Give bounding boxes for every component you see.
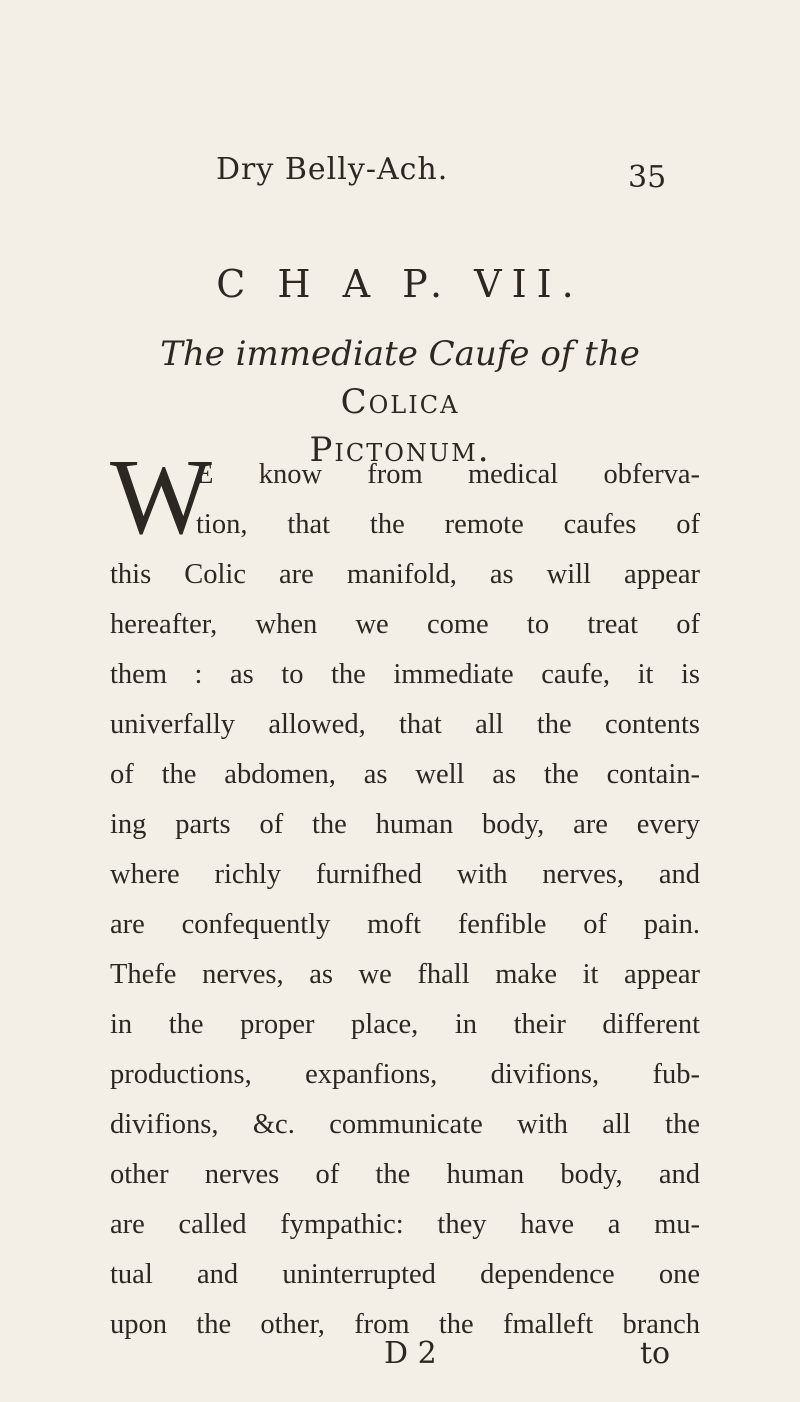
chapter-title-caps-1: Colica [340, 382, 460, 422]
drop-cap: W [110, 438, 212, 557]
text-line: univerfally allowed, that all the contents [110, 709, 700, 740]
text-line: are confequently moft fenfible of pain. [110, 909, 700, 940]
body-text [110, 438, 700, 1350]
text-line: ing parts of the human body, are every [110, 809, 700, 840]
text-line: upon the other, from the fmalleft branch [110, 1309, 700, 1340]
chapter-title-caps-2: Pictonum. [309, 430, 491, 470]
text-line: Thefe nerves, as we fhall make it appear [110, 959, 700, 990]
text-line: productions, expanfions, divifions, fub- [110, 1059, 700, 1090]
chapter-heading: C H A P. VII. [216, 262, 584, 306]
text-line: tion, that the remote caufes of [196, 509, 700, 540]
text-line: them : as to the immediate caufe, it is [110, 659, 700, 690]
text-line: this Colic are manifold, as will appear [110, 559, 700, 590]
catchword: to [640, 1336, 671, 1371]
text-line: of the abdomen, as well as the contain- [110, 759, 700, 790]
text-line: tual and uninterrupted dependence one [110, 1259, 700, 1290]
text-line: are called fympathic: they have a mu- [110, 1209, 700, 1240]
text-line: divifions, &c. communicate with all the [110, 1109, 700, 1140]
text-line: other nerves of the human body, and [110, 1159, 700, 1190]
text-line: in the proper place, in their different [110, 1009, 700, 1040]
page-number: 35 [628, 160, 667, 195]
signature-mark: D 2 [384, 1336, 437, 1371]
text-line: where richly furnifhed with nerves, and [110, 859, 700, 890]
running-head: Dry Belly-Ach. [216, 152, 449, 187]
text-line: E know from medical obferva- [196, 459, 700, 490]
chapter-title-italic: The immediate Caufe of the [160, 334, 640, 374]
text-line: hereafter, when we come to treat of [110, 609, 700, 640]
catchline [0, 1336, 800, 1376]
